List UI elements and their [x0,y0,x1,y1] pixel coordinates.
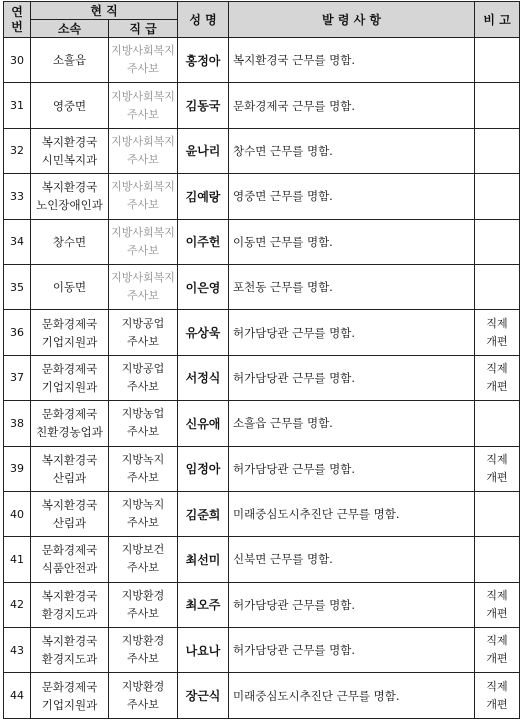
rank-line: 주사보 [127,107,159,121]
serial-number-cell: 34 [4,219,31,264]
serial-number-cell: 30 [4,38,31,83]
rank-cell [109,401,178,446]
rank-cell [109,38,178,83]
rank-cell [109,673,178,718]
department-cell [31,582,109,627]
table-row [4,673,520,718]
table-row [4,628,520,673]
table-row [4,537,520,582]
serial-number-cell: 32 [4,128,31,173]
table-row [4,491,520,536]
table-row [4,446,520,491]
dept-line: 기업지원과 [41,379,98,394]
note-cell [475,628,520,673]
note-cell [475,174,520,219]
note-line: 직제 [486,588,508,602]
note-cell [475,401,520,446]
table-row [4,355,520,400]
note-line: 개편 [486,379,508,393]
dept-line: 산림과 [52,516,87,531]
rank-line: 주사보 [127,379,159,393]
note-cell [475,219,520,264]
header-serial-number: 연번 [4,2,31,38]
dept-line: 문화경제국 [41,316,98,331]
rank-line: 주사보 [127,606,159,620]
dept-line: 기업지원과 [41,334,98,349]
personnel-table [3,1,520,719]
name-cell: 김동국 [178,83,229,128]
dept-line: 기업지원과 [41,697,98,712]
rank-line: 지방사회복지 [111,44,175,58]
rank-line: 지방보건 [121,543,165,557]
rank-line: 주사보 [127,561,159,575]
name-cell: 김예랑 [178,174,229,219]
rank-line: 지방농업 [121,407,165,421]
serial-number-cell: 31 [4,83,31,128]
dept-line: 환경지도과 [41,606,98,621]
rank-line: 지방사회복지 [111,271,175,285]
dept-line: 문화경제국 [41,679,98,694]
note-line: 직제 [486,452,508,466]
serial-number-cell: 37 [4,355,31,400]
department-cell [31,491,109,536]
note-cell [475,264,520,309]
note-line: 직제 [486,361,508,375]
rank-cell [109,83,178,128]
table-row [4,128,520,173]
table-row [4,264,520,309]
name-cell: 김준희 [178,491,229,536]
appointment-cell: 영중면 근무를 명함. [229,174,475,219]
department-cell [31,355,109,400]
table-row [4,582,520,627]
header-department: 소속 [31,20,109,38]
dept-line: 이동면 [52,280,87,295]
appointment-cell: 소흘읍 근무를 명함. [229,401,475,446]
note-line: 개편 [486,606,508,620]
department-cell [31,310,109,355]
header-appointment: 발 령 사 항 [229,2,475,38]
department-cell [31,128,109,173]
name-cell: 이은영 [178,264,229,309]
rank-line: 주사보 [127,470,159,484]
dept-line: 환경지도과 [41,652,98,667]
rank-cell [109,310,178,355]
dept-line: 소흘읍 [52,53,87,68]
rank-line: 지방사회복지 [111,225,175,239]
rank-line: 지방공업 [121,361,165,375]
note-line: 개편 [486,697,508,711]
appointment-cell: 허가담당관 근무를 명함. [229,310,475,355]
note-cell [475,582,520,627]
rank-line: 지방환경 [121,679,165,693]
rank-line: 지방환경 [121,634,165,648]
rank-line: 주사보 [127,152,159,166]
serial-number-cell: 44 [4,673,31,718]
note-cell [475,355,520,400]
dept-line: 복지환경국 [41,498,98,513]
rank-line: 지방공업 [121,316,165,330]
dept-line: 식품안전과 [41,561,98,576]
serial-number-cell: 40 [4,491,31,536]
dept-line: 복지환경국 [41,634,98,649]
note-line: 개편 [486,334,508,348]
serial-number-cell: 36 [4,310,31,355]
rank-cell [109,355,178,400]
serial-number-cell: 33 [4,174,31,219]
department-cell [31,446,109,491]
serial-number-cell: 42 [4,582,31,627]
appointment-cell: 허가담당관 근무를 명함. [229,582,475,627]
note-cell [475,83,520,128]
appointment-cell: 미래중심도시추진단 근무를 명함. [229,491,475,536]
dept-line: 문화경제국 [41,407,98,422]
name-cell: 서정식 [178,355,229,400]
department-cell [31,628,109,673]
appointment-cell: 복지환경국 근무를 명함. [229,38,475,83]
department-cell [31,401,109,446]
department-cell [31,264,109,309]
dept-line: 복지환경국 [41,180,98,195]
rank-line: 지방환경 [121,588,165,602]
dept-line: 창수면 [52,234,87,249]
table-row [4,83,520,128]
department-cell [31,83,109,128]
department-cell [31,174,109,219]
dept-line: 복지환경국 [41,134,98,149]
personnel-order-document [3,1,519,719]
appointment-cell: 허가담당관 근무를 명함. [229,446,475,491]
rank-line: 주사보 [127,334,159,348]
rank-line: 주사보 [127,62,159,76]
table-row [4,174,520,219]
dept-line: 노인장애인과 [36,198,103,213]
note-line: 개편 [486,652,508,666]
rank-line: 지방사회복지 [111,89,175,103]
note-cell [475,537,520,582]
name-cell: 최선미 [178,537,229,582]
rank-line: 주사보 [127,289,159,303]
note-cell [475,310,520,355]
dept-line: 문화경제국 [41,361,98,376]
department-cell [31,537,109,582]
rank-line: 지방사회복지 [111,134,175,148]
appointment-cell: 창수면 근무를 명함. [229,128,475,173]
rank-cell [109,537,178,582]
header-current-position: 현 직 [31,2,178,20]
header-name: 성 명 [178,2,229,38]
rank-line: 주사보 [127,697,159,711]
table-body [4,38,520,719]
serial-number-cell: 39 [4,446,31,491]
name-cell: 이주헌 [178,219,229,264]
name-cell: 임정아 [178,446,229,491]
dept-line: 시민복지과 [41,152,98,167]
rank-line: 주사보 [127,652,159,666]
serial-number-cell: 43 [4,628,31,673]
note-line: 직제 [486,634,508,648]
rank-line: 지방녹지 [121,452,165,466]
dept-line: 영중면 [52,98,87,113]
dept-line: 문화경제국 [41,543,98,558]
name-cell: 신유애 [178,401,229,446]
name-cell: 최오주 [178,582,229,627]
header-rank: 직 급 [109,20,178,38]
serial-number-cell: 38 [4,401,31,446]
appointment-cell: 허가담당관 근무를 명함. [229,355,475,400]
rank-cell [109,264,178,309]
rank-cell [109,628,178,673]
name-cell: 홍정아 [178,38,229,83]
dept-line: 복지환경국 [41,588,98,603]
serial-number-cell: 41 [4,537,31,582]
rank-line: 지방녹지 [121,498,165,512]
appointment-cell: 문화경제국 근무를 명함. [229,83,475,128]
rank-cell [109,582,178,627]
note-line: 직제 [486,316,508,330]
rank-line: 주사보 [127,516,159,530]
appointment-cell: 허가담당관 근무를 명함. [229,628,475,673]
name-cell: 나요나 [178,628,229,673]
appointment-cell: 이동면 근무를 명함. [229,219,475,264]
rank-cell [109,491,178,536]
department-cell [31,219,109,264]
rank-cell [109,128,178,173]
header-note: 비 고 [475,2,520,38]
name-cell: 장근식 [178,673,229,718]
table-row [4,401,520,446]
rank-line: 주사보 [127,243,159,257]
appointment-cell: 미래중심도시추진단 근무를 명함. [229,673,475,718]
dept-line: 복지환경국 [41,452,98,467]
note-line: 직제 [486,679,508,693]
appointment-cell: 포천동 근무를 명함. [229,264,475,309]
rank-cell [109,446,178,491]
table-row [4,219,520,264]
rank-cell [109,219,178,264]
note-line: 개편 [486,470,508,484]
note-cell [475,446,520,491]
name-cell: 유상욱 [178,310,229,355]
name-cell: 윤나리 [178,128,229,173]
serial-number-cell: 35 [4,264,31,309]
dept-line: 산림과 [52,470,87,485]
rank-cell [109,174,178,219]
dept-line: 친환경농업과 [36,425,103,440]
note-cell [475,38,520,83]
rank-line: 주사보 [127,425,159,439]
table-row [4,38,520,83]
table-row [4,310,520,355]
department-cell [31,673,109,718]
department-cell [31,38,109,83]
note-cell [475,673,520,718]
rank-line: 주사보 [127,198,159,212]
note-cell [475,491,520,536]
rank-line: 지방사회복지 [111,180,175,194]
appointment-cell: 신북면 근무를 명함. [229,537,475,582]
note-cell [475,128,520,173]
